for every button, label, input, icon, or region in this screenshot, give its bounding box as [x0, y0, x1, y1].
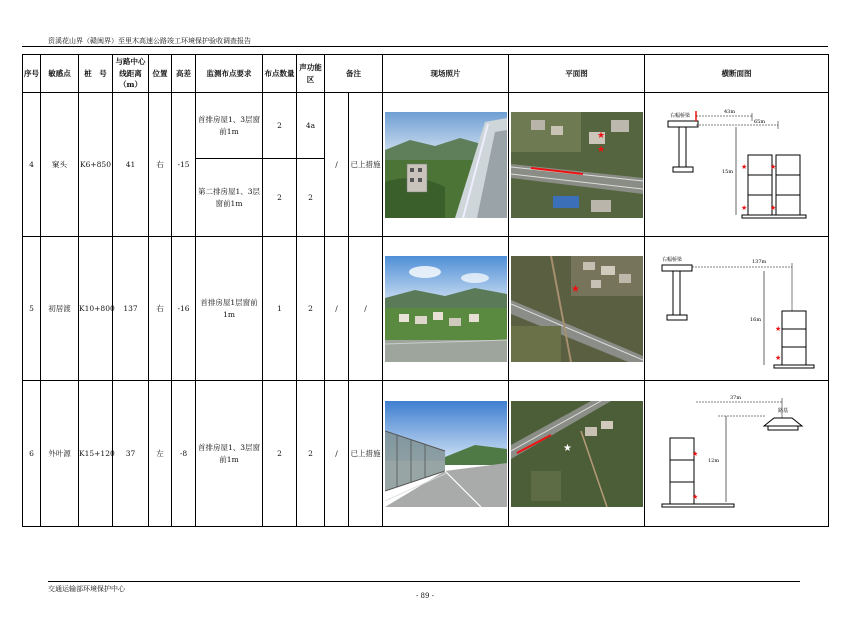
cell-zone: 2	[297, 237, 325, 381]
svg-text:★: ★	[596, 144, 605, 155]
road-label: 路基	[777, 407, 788, 414]
cell-distance: 137	[113, 237, 149, 381]
table-row	[23, 237, 829, 381]
site-photo	[385, 112, 507, 218]
cell-station: K10+800	[79, 237, 113, 381]
site-photo	[385, 256, 507, 362]
page-number: - 89 -	[415, 592, 435, 600]
table-row	[23, 381, 829, 527]
plan-map	[511, 112, 643, 218]
dim-label: 37m	[729, 394, 741, 401]
svg-text:★: ★	[774, 324, 781, 333]
height-label: 15m	[721, 168, 733, 175]
svg-text:★: ★	[740, 203, 747, 212]
dim-label: 43m	[723, 108, 735, 115]
col-header: 声功能区	[297, 55, 325, 93]
cell-distance: 37	[113, 381, 149, 527]
cell-name: 窠头	[41, 93, 79, 237]
col-header: 备注	[325, 55, 383, 93]
svg-text:★: ★	[769, 203, 776, 212]
col-header: 监测布点要求	[196, 55, 263, 93]
height-label: 16m	[749, 316, 761, 323]
plan-map	[511, 401, 643, 507]
col-header: 位置	[149, 55, 172, 93]
cell-height: -8	[172, 381, 196, 527]
cell-count: 2	[263, 381, 297, 527]
svg-text:★: ★	[596, 130, 605, 141]
col-header: 敏感点	[41, 55, 79, 93]
cross-section-diagram	[656, 247, 818, 371]
cell-side: 右	[149, 237, 172, 381]
cell-measure: /	[349, 237, 383, 381]
monitoring-table	[22, 54, 829, 527]
plan-map	[511, 256, 643, 362]
cell-height: -16	[172, 237, 196, 381]
svg-text:★: ★	[740, 162, 747, 171]
col-header: 平面图	[509, 55, 645, 93]
cell-zone: 2	[297, 159, 325, 237]
cell-no: 4	[23, 93, 41, 237]
site-photo	[385, 401, 507, 507]
cell-measure: 已上措施	[349, 381, 383, 527]
cell-no: 5	[23, 237, 41, 381]
cross-section-diagram	[656, 103, 818, 227]
height-label: 12m	[707, 457, 719, 464]
cell-no: 6	[23, 381, 41, 527]
cell-requirement: 首排房屋1、3层窗前1m	[196, 381, 263, 527]
col-header: 序号	[23, 55, 41, 93]
cell-zone: 4a	[297, 93, 325, 159]
cell-station: K15+120	[79, 381, 113, 527]
cell-distance: 41	[113, 93, 149, 237]
col-header: 与路中心线距离（m）	[113, 55, 149, 93]
bridge-label: 右幅桥梁	[661, 256, 682, 263]
cell-requirement: 第二排房屋1、3层窗前1m	[196, 159, 263, 237]
cell-requirement: 首排房屋1层窗前1m	[196, 237, 263, 381]
cell-requirement: 首排房屋1、3层窗前1m	[196, 93, 263, 159]
table-header-row	[23, 55, 829, 93]
svg-text:★: ★	[774, 353, 781, 362]
table-row	[23, 93, 829, 159]
header-rule	[22, 46, 828, 47]
col-header: 高差	[172, 55, 196, 93]
svg-text:★: ★	[691, 492, 698, 501]
cell-name: 外叶源	[41, 381, 79, 527]
svg-text:★: ★	[570, 283, 580, 295]
dim-label: 65m	[753, 118, 765, 125]
cell-remark: /	[325, 237, 349, 381]
cell-remark: /	[325, 381, 349, 527]
svg-text:★: ★	[769, 162, 776, 171]
svg-text:★: ★	[562, 442, 572, 454]
cell-count: 2	[263, 159, 297, 237]
cell-side: 右	[149, 93, 172, 237]
bridge-label: 右幅桥梁	[669, 112, 690, 119]
cell-measure: 已上措施	[349, 93, 383, 237]
dim-label: 137m	[751, 258, 766, 265]
cell-count: 2	[263, 93, 297, 159]
footer-rule	[48, 581, 800, 582]
cell-count: 1	[263, 237, 297, 381]
col-header: 现场照片	[383, 55, 509, 93]
cell-station: K6+850	[79, 93, 113, 237]
col-header: 横断面图	[645, 55, 829, 93]
report-header: 资溪花山界（赣闽界）至里木高速公路竣工环境保护验收调查报告	[48, 37, 251, 45]
cell-name: 初居渡	[41, 237, 79, 381]
col-header: 桩 号	[79, 55, 113, 93]
cross-section-diagram	[656, 392, 818, 516]
footer-org: 交通运输部环境保护中心	[48, 585, 125, 593]
cell-remark: /	[325, 93, 349, 237]
cell-side: 左	[149, 381, 172, 527]
col-header: 布点数量	[263, 55, 297, 93]
svg-text:★: ★	[691, 449, 698, 458]
cell-height: -15	[172, 93, 196, 237]
cell-zone: 2	[297, 381, 325, 527]
